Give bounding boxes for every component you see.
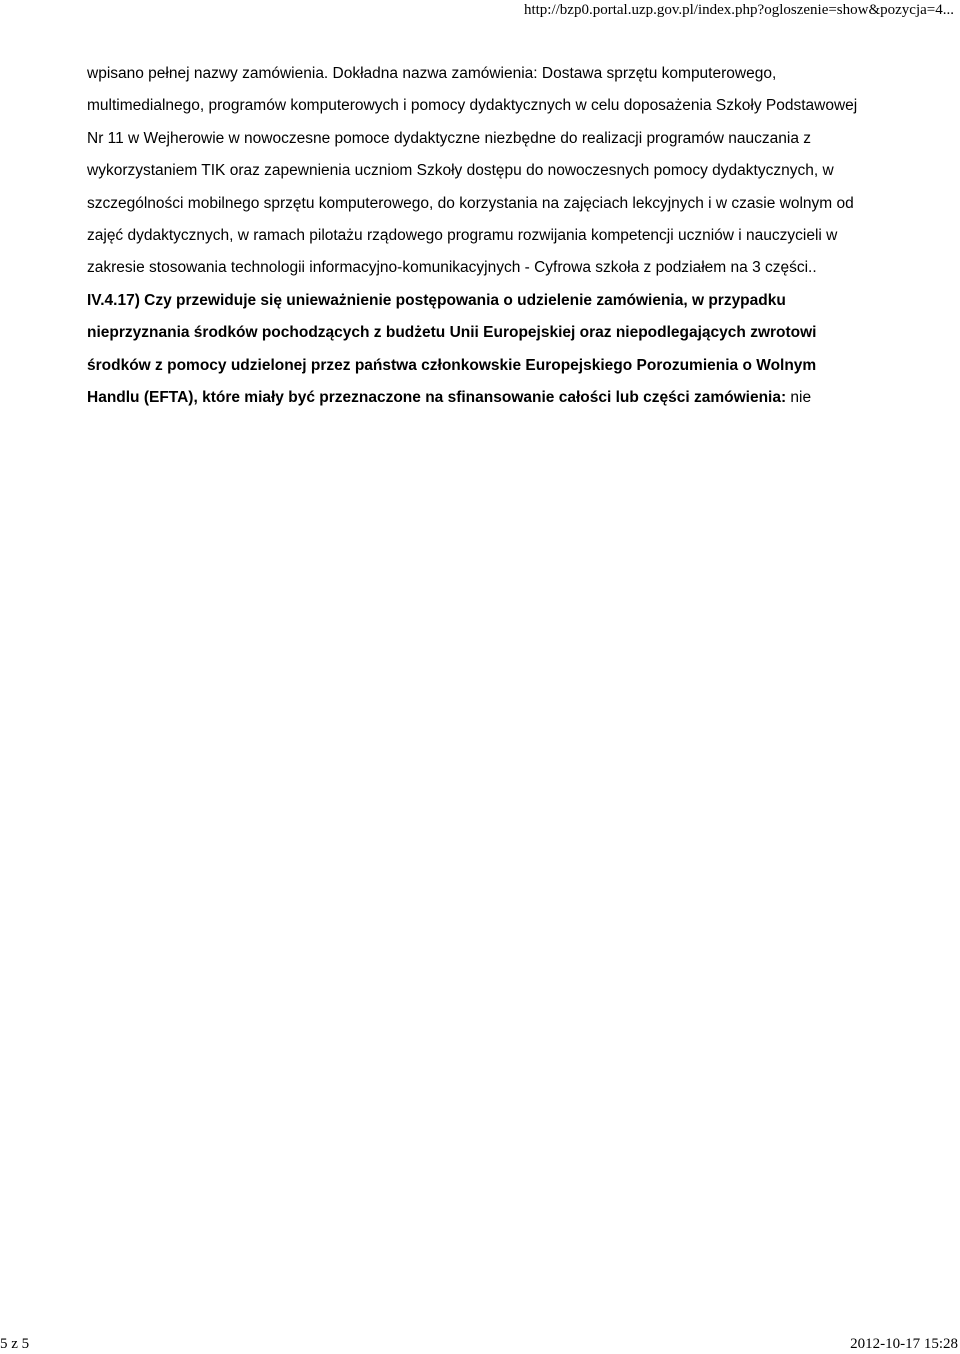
description-line: Nr 11 w Wejherowie w nowoczesne pomoce dydaktyczne niezbędne do realizacji programów nauczania z — [87, 129, 811, 147]
description-line: zajęć dydaktycznych, w ramach pilotażu rządowego programu rozwijania kompetencji uczniów i nauczycieli w — [87, 227, 838, 245]
page-number: 5 z 5 — [0, 1336, 30, 1352]
description-line: wpisano pełnej nazwy zamówienia. Dokładna nazwa zamówienia: Dostawa sprzętu komputerowego, — [87, 65, 777, 82]
description-line: wykorzystaniem TIK oraz zapewnienia uczniom Szkoły dostępu do nowoczesnych pomocy dydaktycznych, w — [87, 162, 834, 180]
description-paragraph — [87, 58, 899, 285]
section-question-line: środków z pomocy udzielonej przez państwa członkowskie Europejskiego Porozumienia o Wolnym — [87, 356, 817, 374]
header-url: http://bzp0.portal.uzp.gov.pl/index.php?ogloszenie=show&pozycja=4... — [523, 2, 954, 18]
section-question-line: Handlu (EFTA), które miały być przeznaczone na sfinansowanie całości lub części zamówienia: — [87, 389, 787, 407]
description-line: zakresie stosowania technologii informacyjno-komunikacyjnych - Cyfrowa szkoła z podziałem na 3 części.. — [87, 259, 817, 277]
section-question-line: nieprzyznania środków pochodzących z budżetu Unii Europejskiej oraz niepodlegających zwrotowi — [87, 324, 817, 342]
section-question-last-line — [87, 382, 899, 414]
document-content — [87, 58, 899, 414]
print-timestamp: 2012-10-17 15:28 — [850, 1336, 958, 1352]
section-question-line: IV.4.17) Czy przewiduje się unieważnienie postępowania o udzielenie zamówienia, w przypadku — [87, 291, 786, 309]
section-answer: nie — [786, 389, 812, 407]
description-line: multimedialnego, programów komputerowych i pomocy dydaktycznych w celu doposażenia Szkoły Podstawowej — [87, 97, 858, 115]
section-iv-4-17 — [87, 285, 899, 415]
description-line: szczególności mobilnego sprzętu komputerowego, do korzystania na zajęciach lekcyjnych i w czasie wolnym od — [87, 194, 854, 212]
